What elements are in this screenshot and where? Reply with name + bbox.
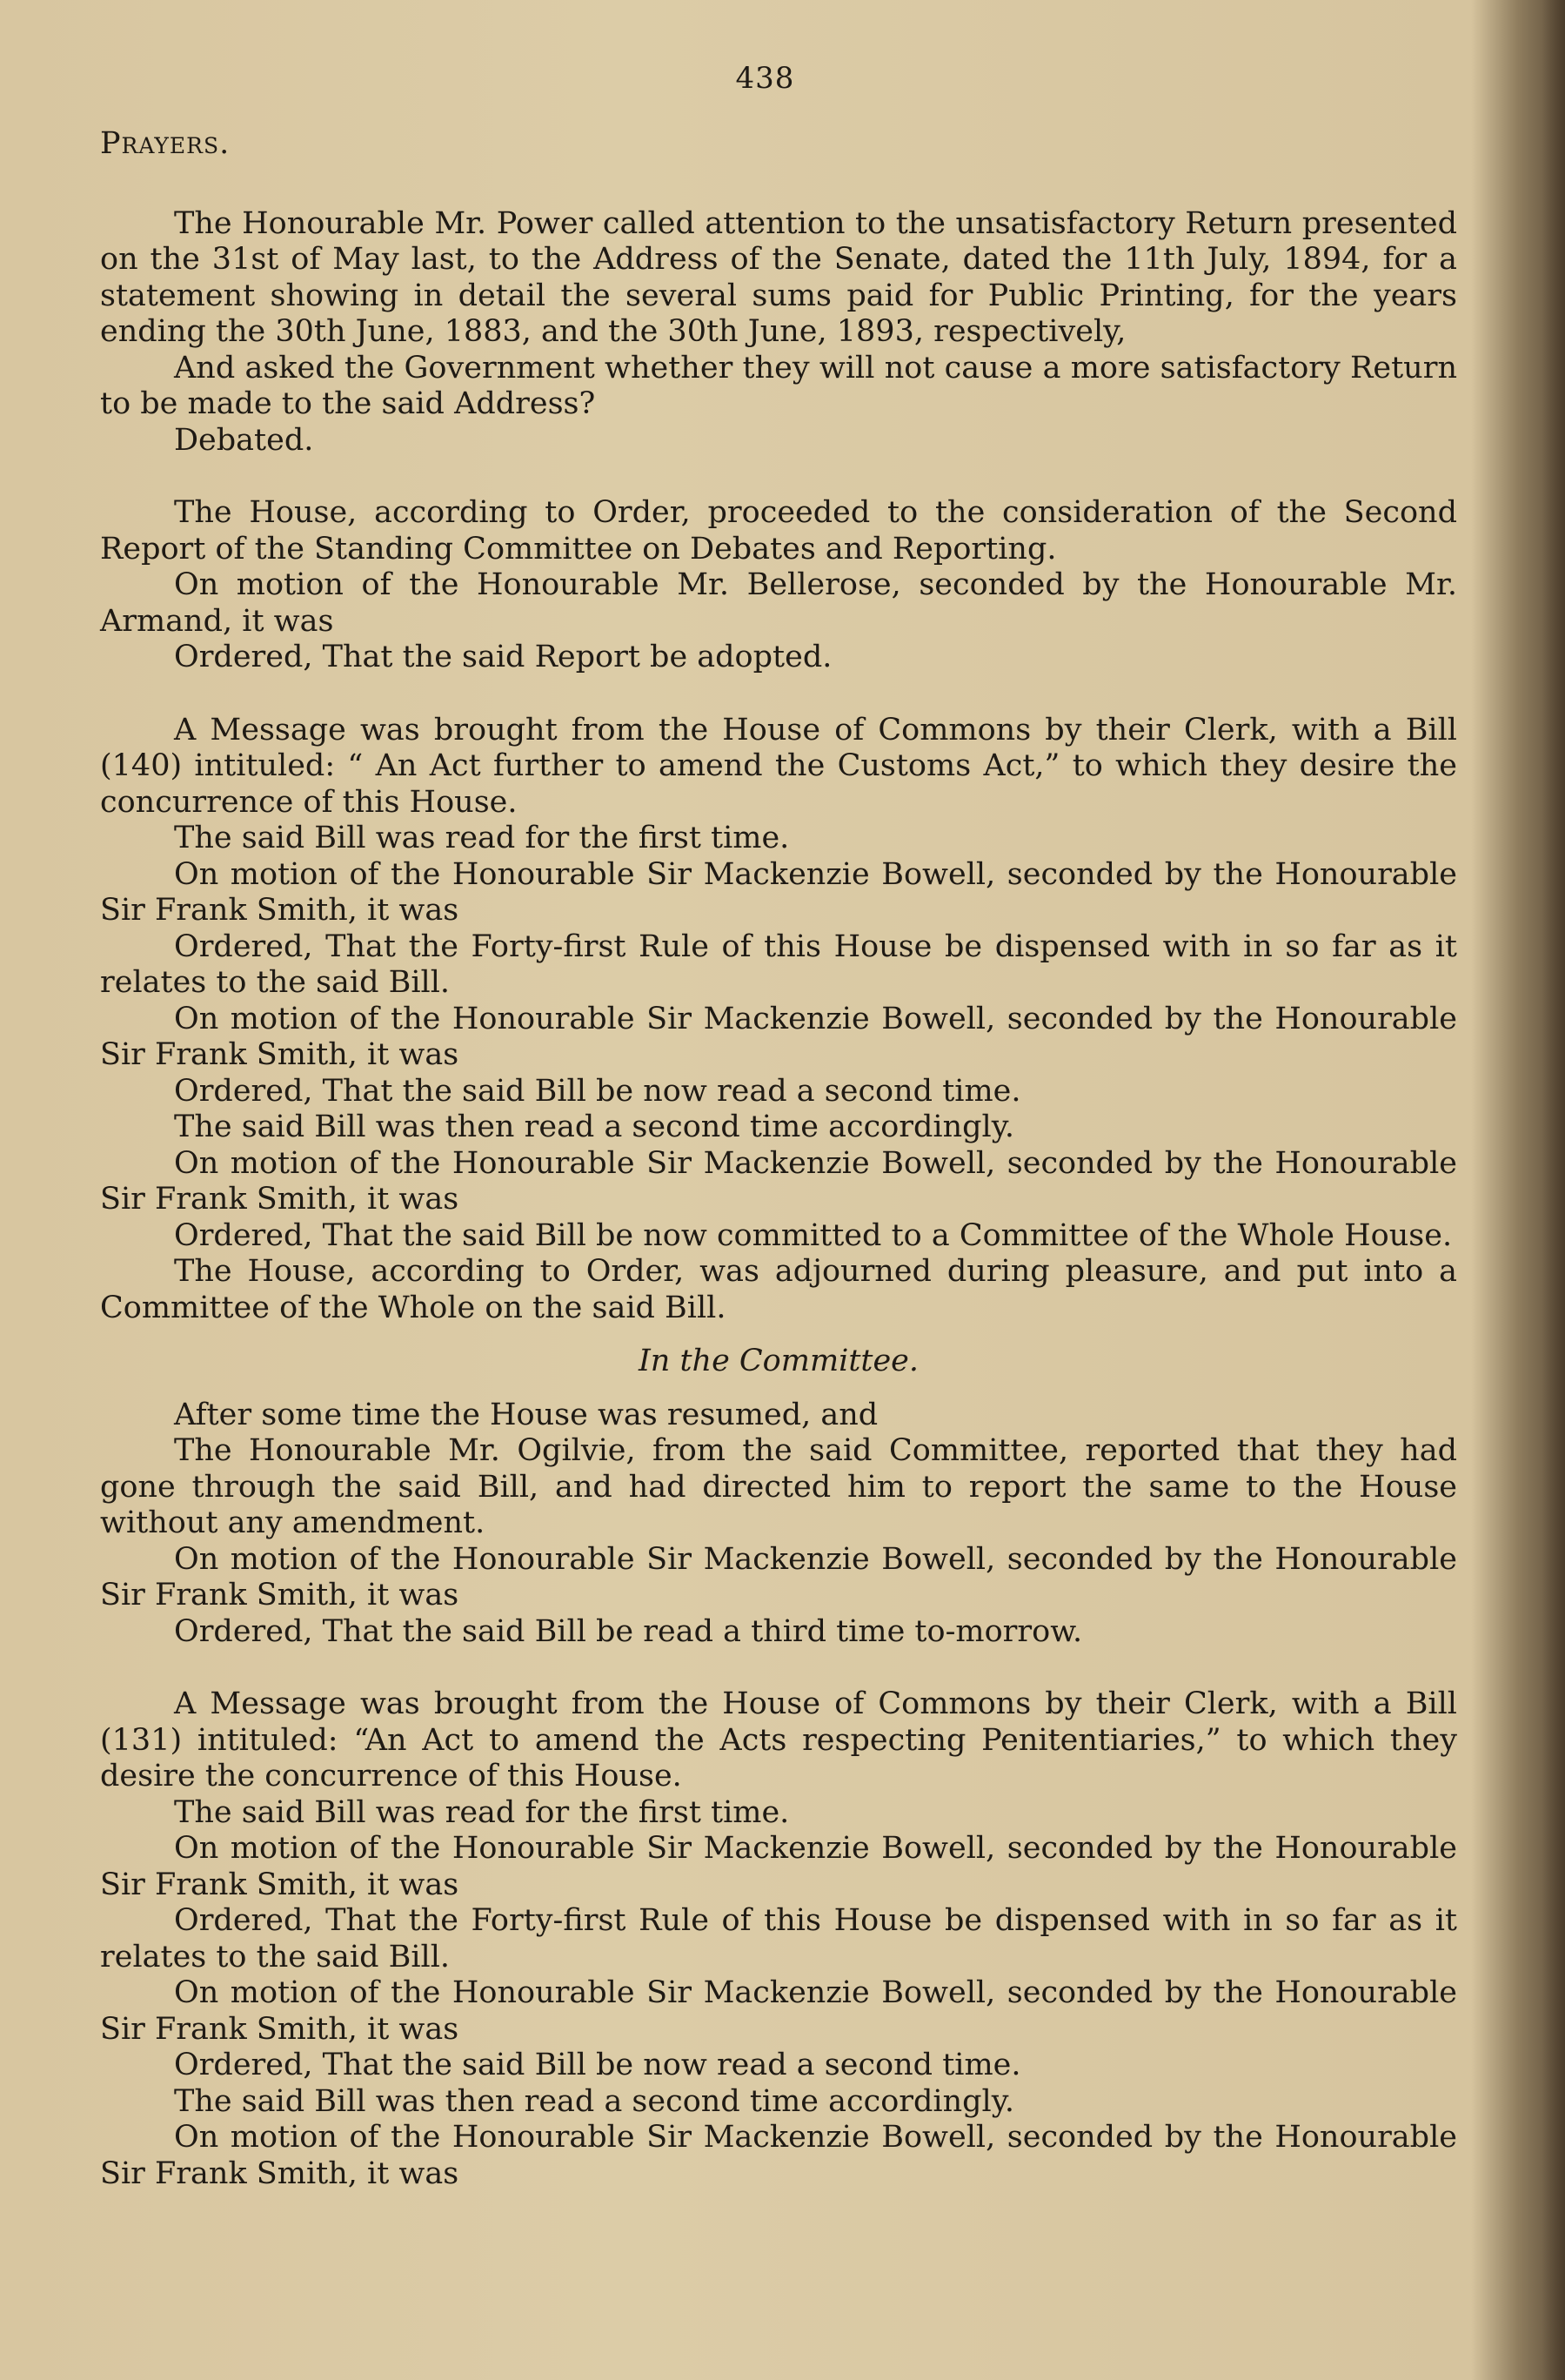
- paragraph: Debated.: [174, 422, 314, 458]
- paragraph: A Message was brought from the House of Commons by their Clerk, with a Bill (131) intituled: “An Act to amend the Acts respecting Penitentiaries,” to which they desire the concurrence of this House.: [100, 1686, 1457, 1793]
- paragraph: Ordered, That the said Report be adopted.: [174, 640, 833, 674]
- paragraph: On motion of the Honourable Mr. Bellerose, seconded by the Honourable Mr. Armand, it was: [100, 567, 1457, 639]
- block-report-adoption: [100, 495, 1457, 676]
- paragraph: The House, according to Order, was adjourned during pleasure, and put into a Committee of the Whole on the said Bill.: [100, 1254, 1457, 1325]
- paragraph: On motion of the Honourable Sir Mackenzie Bowell, seconded by the Honourable Sir Frank Smith, it was: [100, 856, 1457, 928]
- paragraph: On motion of the Honourable Sir Mackenzie Bowell, seconded by the Honourable Sir Frank Smith, it was: [100, 1001, 1457, 1072]
- paragraph: The said Bill was read for the first time.: [174, 1794, 790, 1830]
- paragraph: And asked the Government whether they will not cause a more satisfactory Return to be made to the said Address?: [100, 350, 1457, 421]
- block-return-question: [100, 206, 1457, 459]
- page-number: 438: [735, 61, 795, 96]
- paragraph: The House, according to Order, proceeded to the consideration of the Second Report of the Standing Committee on Debates and Reporting.: [100, 495, 1457, 567]
- paragraph: The Honourable Mr. Power called attention to the unsatisfactory Return presented on the 31st of May last, to the Address of the Senate, dated the 11th July, 1894, for a statement showing in detail the several sums paid for Public Printing, for the years ending the 30th June, 1883, and the 30th June, 1893, respectively,: [100, 205, 1457, 349]
- spacer: [100, 1650, 1457, 1686]
- block-committee: [100, 1398, 1457, 1651]
- paragraph: Ordered, That the said Bill be now read a second time.: [174, 1073, 1021, 1109]
- section-heading-prayers: Prayers.: [100, 126, 231, 161]
- paragraph: Ordered, That the said Bill be read a third time to-morrow.: [174, 1613, 1083, 1649]
- paragraph: A Message was brought from the House of Commons by their Clerk, with a Bill (140) intituled: “ An Act further to amend the Customs Act,” to which they desire the concurrence of this House.: [100, 712, 1457, 820]
- spacer: [100, 676, 1457, 713]
- paragraph: Ordered, That the Forty-first Rule of this House be dispensed with in so far as it relates to the said Bill.: [100, 929, 1457, 1000]
- paragraph: On motion of the Honourable Sir Mackenzie Bowell, seconded by the Honourable Sir Frank Smith, it was: [100, 1145, 1457, 1217]
- paragraph: After some time the House was resumed, and: [174, 1397, 879, 1432]
- spacer: [100, 459, 1457, 495]
- block-bill-131: [100, 1686, 1457, 2192]
- committee-heading: In the Committee.: [638, 1344, 920, 1378]
- paragraph: On motion of the Honourable Sir Mackenzie Bowell, seconded by the Honourable Sir Frank Smith, it was: [100, 2120, 1457, 2191]
- paragraph: Ordered, That the Forty-first Rule of this House be dispensed with in so far as it relates to the said Bill.: [100, 1903, 1457, 1974]
- paragraph: On motion of the Honourable Sir Mackenzie Bowell, seconded by the Honourable Sir Frank Smith, it was: [100, 1541, 1457, 1612]
- paragraph: The Honourable Mr. Ogilvie, from the said Committee, reported that they had gone through the said Bill, and had directed him to report the same to the House without any amendment.: [100, 1433, 1457, 1540]
- paragraph: On motion of the Honourable Sir Mackenzie Bowell, seconded by the Honourable Sir Frank Smith, it was: [100, 1831, 1457, 1902]
- paragraph: The said Bill was then read a second time accordingly.: [174, 1110, 1015, 1144]
- paragraph: The said Bill was read for the first time.: [174, 821, 790, 855]
- paragraph: The said Bill was then read a second time accordingly.: [174, 2083, 1015, 2119]
- block-bill-140: [100, 713, 1457, 1327]
- paragraph: Ordered, That the said Bill be now read a second time.: [174, 2048, 1021, 2082]
- page-edge-shadow: [1542, 0, 1565, 2380]
- paragraph: On motion of the Honourable Sir Mackenzie Bowell, seconded by the Honourable Sir Frank Smith, it was: [100, 1975, 1457, 2047]
- paragraph: Ordered, That the said Bill be now committed to a Committee of the Whole House.: [174, 1217, 1453, 1253]
- page-body: [100, 126, 1457, 2192]
